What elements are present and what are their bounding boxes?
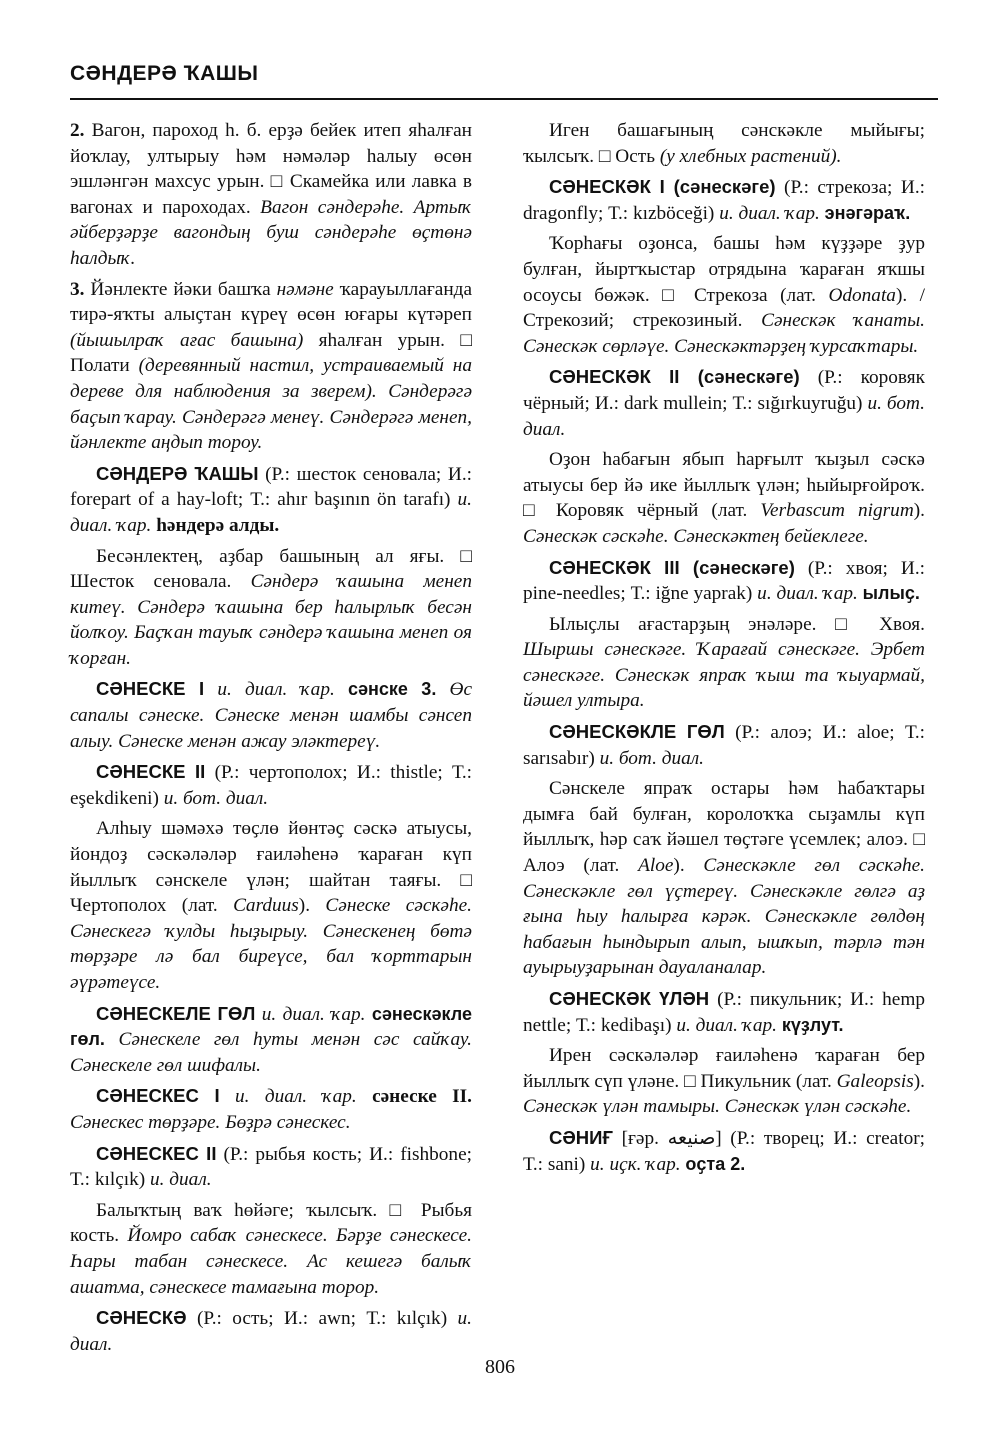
entry-saneskak-1: СӘНЕСКӘК I (сәнескәге) (Р.: стрекоза; И.: dragonfly; Т.: kızböceği) и. диал. ҡар. энәгәраҡ. — [523, 176, 925, 224]
definition-saneskak-3: Ылыҫлы ағастарҙың энәләре. □ Хвоя. Шыршы сәнескәге. Ҡарағай сәнескәге. Эрбет сәнескәге. Сәнескәк япраҡ ҡыш та ҡыуармай, йәшел ултыра. — [523, 613, 925, 712]
running-header — [70, 58, 938, 100]
entry-saneskes-1: СӘНЕСКЕС I и. диал. ҡар. сәнеске II. Сәнескес төрҙәре. Бөҙрә сәнескес. — [70, 1085, 472, 1133]
definition-saneskak-1: Ҡорһағы оҙонса, башы һәм күҙҙәре ҙур булған, йыртҡыстар отрядына ҡараған яҡшы осоусы бөжәк. □ Стрекоза (лат. Odonata). / Стрекозий; стрекозиный. Сәнескәк ҡанаты. Сәнескәк сөрләүе. Сәнескәктәрҙең ҡурсаҡтары. — [523, 233, 926, 357]
definition-saneske-2: Алһыу шәмәхә төҫлө йөнтәҫ сәскә атыусы, йондоҙ сәскәләләр ғаиләһенә ҡараған күп йыллыҡ сәнскеле үлән; шайтан таяғы. □ Чертополох (лат. Carduus). Сәнеске сәскәһе. Сәнескегә ҡулды һыҙырыу. Сәнескенең бөтә төрҙәре лә бал биреүсе, бал ҡорттарын әүрәтеүсе. — [70, 818, 472, 993]
entry-saneskak-2: СӘНЕСКӘК II (сәнескәге) (Р.: коровяк чёрный; И.: dark mullein; Т.: sığırkuyruğu) и. бот. диал. — [523, 366, 925, 440]
entry-sandera-kashy: СӘНДЕРӘ ҠАШЫ (Р.: шесток сеновала; И.: forepart of a hay-loft; Т.: ahır başının ön tarafı) и. диал. ҡар. һәндерә алды. — [70, 462, 472, 536]
entry-saneskak-3: СӘНЕСКӘК III (сәнескәге) (Р.: хвоя; И.: pine-needles; Т.: iğne yaprak) и. диал. ҡар. ылыҫ. — [523, 556, 925, 605]
entry-sense-2: 2. Вагон, пароход һ. б. ерҙә бейек итеп яһалған йоҡлау, ултырыу һәм нәмәләр һалыу өсөн эшләнгән махсус урын. □ Скамейка или лавка в вагонах и пароходах. Вагон сәндерәһе. Артыҡ әйберҙәрҙе вагондың буш сәндерәһе өҫтөнә һалдыҡ. — [70, 120, 472, 269]
header-title: СӘНДЕРӘ ҠАШЫ — [70, 62, 259, 85]
page-number: 806 — [485, 1356, 515, 1378]
definition-sandera-kashy: Бесәнлектең, аҙбар башының ал яғы. □ Шесток сеновала. Сәндерә ҡашына менеп китеү. Сәндерә ҡашына бер һалырлыҡ бесән йолҡоу. Баҫҡан тауыҡ сәндерә ҡашына менеп оя ҡорған. — [70, 545, 472, 669]
entry-saneskele-gol: СӘНЕСКЕЛЕ ГӨЛ и. диал. ҡар. сәнескәкле гөл. Сәнескеле гөл һуты менән сәс сайҡау. Сәнескеле гөл шифалы. — [70, 1002, 473, 1076]
entry-saneskak-ulan: СӘНЕСКӘК ҮЛӘН (Р.: пикульник; И.: hemp nettle; Т.: kedibaşı) и. диал. ҡар. күҙлут. — [523, 988, 925, 1036]
entry-saneska: СӘНЕСКӘ (Р.: ость; И.: awn; Т.: kılçık) и. диал. — [70, 1307, 472, 1355]
arabic-etymon: صنيعه — [667, 1127, 716, 1149]
definition-saneskak-ulan: Ирен сәскәләләр ғаиләһенә ҡараған бер йыллыҡ сүп үләне. □ Пикульник (лат. Galeopsis). Сәнескәк үлән тамыры. Сәнескәк үлән сәскәһе. — [523, 1045, 925, 1118]
left-column — [70, 118, 472, 1362]
definition-saneska: Иген башағының сәнскәкле мыйығы; ҡылсыҡ. □ Ость (у хлебных растений). — [523, 120, 925, 167]
definition-saneskakle-gol: Сәнскеле япраҡ остары һәм һабаҡтары дымға бай булған, королоҡҡа сыҙамлы күп йыллыҡ, һәр саҡ йәшел төҫтәге үсемлек; алоэ. □ Алоэ (лат. Aloe). Сәнескәкле гөл сәскәһе. Сәнескәкле гөл үҫтереү. Сәнескәкле гөлгә аҙ ғына һыу һалырға кәрәк. Сәнескәкле гөлдөң һабағын һындырып алып, ышҡып, тәрлә тән ауырыуҙарынан дауаланалар. — [523, 778, 925, 979]
entry-saneske-2: СӘНЕСКЕ II (Р.: чертополох; И.: thistle; Т.: eşekdikeni) и. бот. диал. — [70, 761, 472, 809]
entry-sense-3: 3. Йәнлекте йәки башҡа нәмәне ҡарауыллағанда тирә-яҡты алыҫтан күреү өсөн юғары күтәреп (йышылраҡ ағас башына) яһалған урын. □ Полати (деревянный настил, устраиваемый на дереве для наблюдения за зверем). Сәндерәгә баҫып ҡарау. Сәндерәгә менеү. Сәндерәгә менеп, йәнлекте аңдып тороу. — [70, 278, 473, 454]
definition-saneskak-2: Оҙон һабағын ябып һарғылт ҡыҙыл сәскә атыусы бер йә ике йыллыҡ үлән; һыйырғойроҡ. □ Коровяк чёрный (лат. Verbascum nigrum). Сәнескәк сәскәһе. Сәнескәктең бейеклеге. — [523, 449, 925, 547]
entry-saneskakle-gol: СӘНЕСКӘКЛЕ ГӨЛ (Р.: алоэ; И.: aloe; Т.: sarısabır) и. бот. диал. — [523, 721, 926, 769]
entry-saneske-1: СӘНЕСКЕ I и. диал. ҡар. сәнске 3. Өс сапалы сәнеске. Сәнеске менән шамбы сәнсеп алыу. Сәнеске менән ажау эләктереү. — [70, 678, 473, 752]
entry-sanig: СӘНИҒ [ғәр. صنيعه] (Р.: творец; И.: creator; Т.: sani) и. иҫк. ҡар. оҫта 2. — [523, 1126, 925, 1175]
definition-saneskes-2: Балыҡтың ваҡ һөйәге; ҡылсыҡ. □ Рыбья кость. Йомро сабаҡ сәнескесе. Бәрҙе сәнескесе. Һары табан сәнескесе. Ас кешегә балыҡ ашатма, сәнескесе тамағына торор. — [70, 1199, 472, 1298]
right-column — [523, 118, 925, 1182]
entry-saneskes-2: СӘНЕСКЕС II (Р.: рыбья кость; И.: fishbone; Т.: kılçık) и. диал. — [70, 1142, 472, 1191]
